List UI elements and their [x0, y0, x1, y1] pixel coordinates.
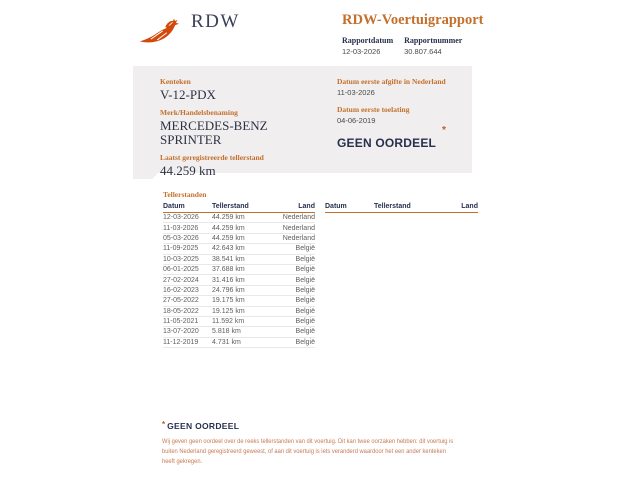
- table-row: [163, 307, 315, 317]
- odometer-section: [163, 190, 478, 348]
- row-land: België: [295, 328, 315, 336]
- vehicle-summary-left-column: [160, 77, 268, 184]
- table-row: [163, 317, 315, 327]
- row-land: België: [295, 286, 315, 294]
- last-odometer-label: Laatst geregistreerde tellerstand: [160, 153, 264, 162]
- license-plate-value: V-12-PDX: [160, 87, 216, 102]
- row-datum: 27-02-2024: [163, 276, 199, 284]
- panel-corner-tab: [133, 173, 158, 179]
- footnote-body: [162, 437, 454, 467]
- row-land: België: [295, 307, 315, 315]
- page-title: RDW-Voertuigrapport: [342, 12, 484, 28]
- row-tellerstand: 44.259 km: [212, 214, 245, 222]
- row-datum: 10-03-2025: [163, 255, 199, 263]
- odometer-table-left: [163, 203, 315, 348]
- rdw-bird-logo-icon: [139, 16, 179, 45]
- report-number-group: [404, 36, 462, 56]
- brand-value-line2: SPRINTER: [160, 132, 222, 147]
- vehicle-summary-right-column: [337, 77, 446, 150]
- table-row: [163, 265, 315, 275]
- brand-value-line1: MERCEDES-BENZ: [160, 118, 268, 133]
- verdict-footnote-marker: *: [442, 125, 446, 136]
- table-row: [163, 234, 315, 244]
- row-land: Nederland: [282, 234, 315, 242]
- row-land: België: [295, 276, 315, 284]
- vehicle-summary-panel: [133, 66, 472, 178]
- brand-label: Merk/Handelsbenaming: [160, 108, 238, 117]
- footnote-marker: *: [162, 420, 166, 429]
- first-admission-label: Datum eerste toelating: [337, 105, 410, 114]
- report-number-label: Rapportnummer: [404, 36, 463, 45]
- table-row: [163, 255, 315, 265]
- odometer-table-left-header: [163, 203, 315, 213]
- row-tellerstand: 4.731 km: [212, 338, 241, 346]
- row-tellerstand: 42.643 km: [212, 245, 245, 253]
- first-issue-nl-value: 11-03-2026: [337, 88, 375, 97]
- row-datum: 05-03-2026: [163, 234, 199, 242]
- column-header-datum: Datum: [325, 203, 347, 210]
- column-header-land: Land: [298, 203, 315, 210]
- row-datum: 12-03-2026: [163, 214, 199, 222]
- footnote-line: heeft gekregen.: [162, 458, 203, 465]
- row-land: België: [295, 318, 315, 326]
- row-datum: 11-05-2021: [163, 318, 199, 326]
- table-row: [163, 244, 315, 254]
- footnote-line: Wij geven geen oordeel over de reeks tellerstanden van dit voertuig. Dit kan twee oorzaken hebben: dit voertuig is: [162, 438, 454, 445]
- row-land: België: [295, 297, 315, 305]
- report-number-value: 30.807.644: [404, 47, 442, 56]
- table-row: [163, 275, 315, 285]
- row-land: Nederland: [282, 224, 315, 232]
- verdict-text: GEEN OORDEEL: [337, 136, 437, 150]
- row-tellerstand: 19.125 km: [212, 307, 245, 315]
- row-datum: 18-05-2022: [163, 307, 199, 315]
- column-header-datum: Datum: [163, 203, 185, 210]
- row-tellerstand: 5.818 km: [212, 328, 241, 336]
- odometer-table-right: [325, 203, 478, 348]
- row-tellerstand: 24.796 km: [212, 286, 245, 294]
- row-tellerstand: 11.592 km: [212, 318, 245, 326]
- row-tellerstand: 37.688 km: [212, 266, 245, 274]
- row-datum: 06-01-2025: [163, 266, 199, 274]
- row-datum: 11-09-2025: [163, 245, 199, 253]
- row-land: België: [295, 338, 315, 346]
- report-meta: [342, 36, 462, 56]
- footnote-line: buiten Nederland geregistreerd geweest, of aan dit voertuig is iets veranderd waardoor het een ander kenteken: [162, 448, 446, 455]
- table-row: [163, 338, 315, 348]
- report-date-label: Rapportdatum: [342, 36, 394, 45]
- odometer-table-right-header: [325, 203, 478, 213]
- row-datum: 11-03-2026: [163, 224, 199, 232]
- row-datum: 16-02-2023: [163, 286, 199, 294]
- row-land: Nederland: [282, 214, 315, 222]
- row-land: België: [295, 266, 315, 274]
- row-datum: 13-07-2020: [163, 328, 199, 336]
- column-header-tellerstand: Tellerstand: [212, 203, 249, 210]
- row-tellerstand: 44.259 km: [212, 234, 245, 242]
- table-row: [163, 327, 315, 337]
- rdw-logo-wordmark: RDW: [191, 11, 240, 32]
- first-admission-value: 04-06-2019: [337, 116, 376, 125]
- row-land: België: [295, 245, 315, 253]
- first-issue-nl-label: Datum eerste afgifte in Nederland: [337, 77, 446, 86]
- table-row: [163, 223, 315, 233]
- row-tellerstand: 44.259 km: [212, 224, 245, 232]
- table-row: [163, 286, 315, 296]
- row-datum: 27-05-2022: [163, 297, 199, 305]
- meter-table-body: [163, 213, 315, 348]
- row-tellerstand: 31.416 km: [212, 276, 245, 284]
- row-tellerstand: 19.175 km: [212, 297, 245, 305]
- report-date-value: 12-03-2026: [342, 47, 381, 56]
- table-row: [163, 296, 315, 306]
- license-plate-label: Kenteken: [160, 77, 191, 86]
- row-datum: 11-12-2019: [163, 338, 199, 346]
- table-row: [163, 213, 315, 223]
- column-header-tellerstand: Tellerstand: [374, 203, 411, 210]
- verdict-footnote: [162, 421, 482, 467]
- row-land: België: [295, 255, 315, 263]
- last-odometer-value: 44.259 km: [160, 163, 216, 178]
- report-date-group: [342, 36, 393, 56]
- column-header-land: Land: [461, 203, 478, 210]
- odometer-section-title: Tellerstanden: [163, 190, 207, 199]
- footnote-title: GEEN OORDEEL: [167, 421, 240, 431]
- row-tellerstand: 38.541 km: [212, 255, 245, 263]
